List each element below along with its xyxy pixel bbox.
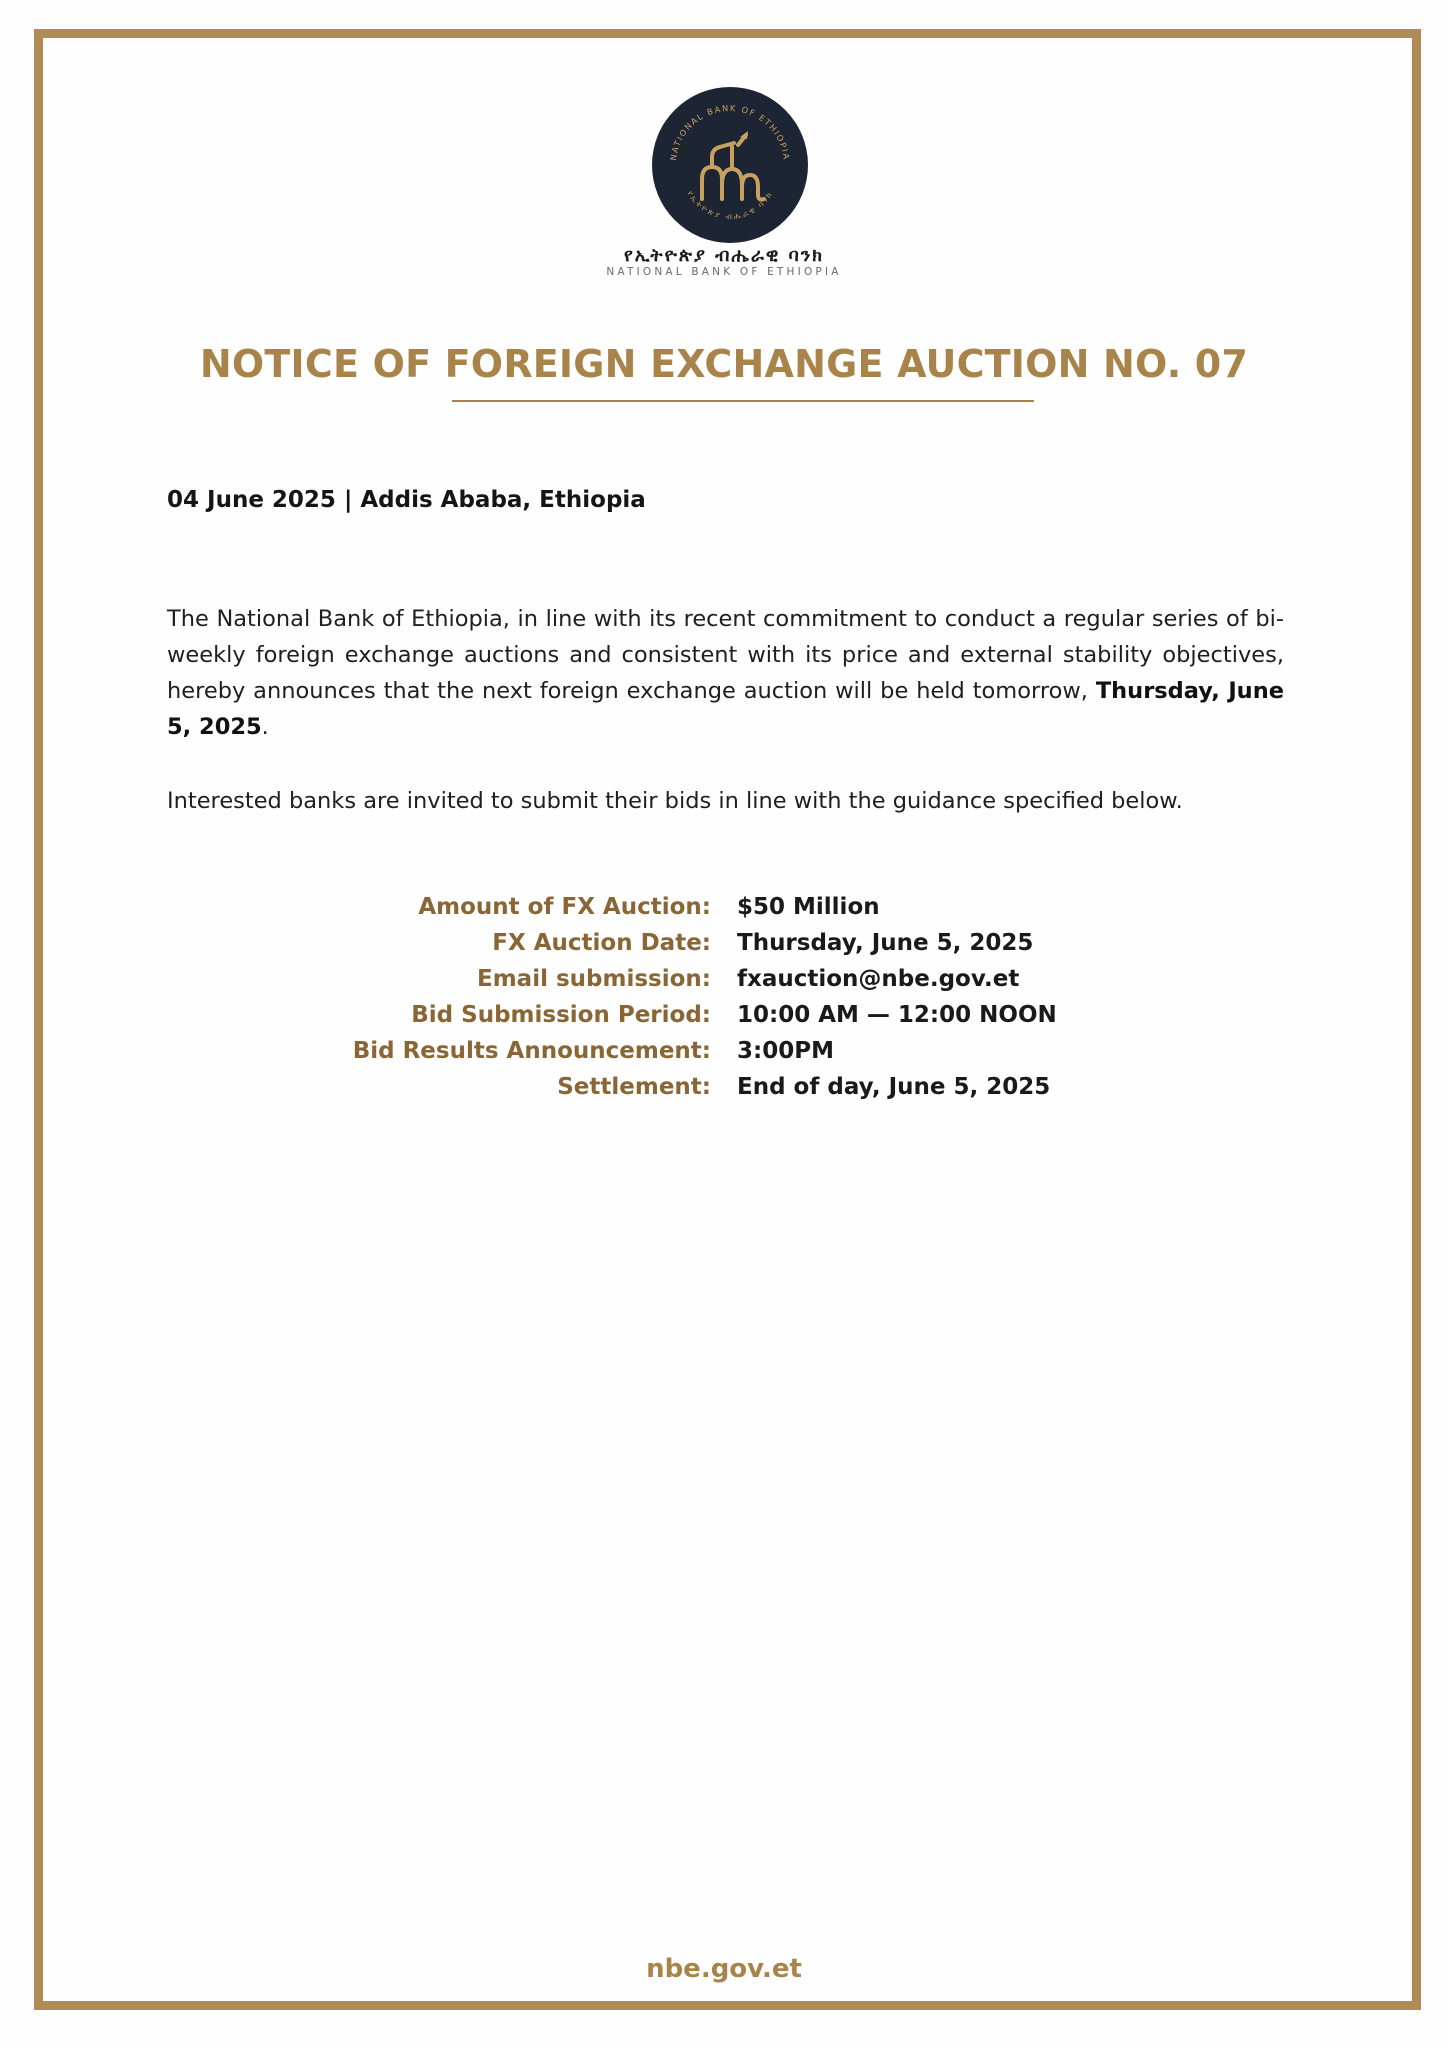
detail-value: $50 Million <box>737 894 880 920</box>
detail-row-email <box>0 961 1448 997</box>
detail-row-bid-period <box>0 997 1448 1033</box>
detail-row-settlement <box>0 1069 1448 1105</box>
detail-row-results <box>0 1033 1448 1069</box>
detail-label: Amount of FX Auction: <box>418 894 711 920</box>
detail-value: 3:00PM <box>737 1038 834 1064</box>
invitation-paragraph: Interested banks are invited to submit their bids in line with the guidance specified below. <box>167 788 1183 814</box>
detail-label: Settlement: <box>557 1074 711 1100</box>
detail-row-date <box>0 925 1448 961</box>
detail-value: Thursday, June 5, 2025 <box>737 930 1034 956</box>
email-link[interactable]: fxauction@nbe.gov.et <box>737 966 1020 992</box>
logo-ring-text-bottom: የኢትዮጵያ ብሔራዊ ባንክ <box>685 189 775 222</box>
nbe-logo <box>652 87 808 243</box>
bank-name-amharic: የኢትዮጵያ ብሔራዊ ባንክ <box>624 245 824 266</box>
logo-ring-text-top: NATIONAL BANK OF ETHIOPIA <box>668 102 792 162</box>
detail-label: Bid Submission Period: <box>411 1002 711 1028</box>
detail-value: End of day, June 5, 2025 <box>737 1074 1051 1100</box>
detail-value: 10:00 AM — 12:00 NOON <box>737 1002 1057 1028</box>
detail-row-amount <box>0 889 1448 925</box>
announcement-paragraph <box>167 601 1284 745</box>
announcement-text: The National Bank of Ethiopia, in line with its recent commitment to conduct a regular series of bi-weekly foreign exchange auctions and consistent with its price and external stability objectives, hereby announces that the next foreign exchange auction will be held tomorrow, <box>167 606 1284 704</box>
notice-title: NOTICE OF FOREIGN EXCHANGE AUCTION NO. 07 <box>199 342 1249 386</box>
detail-label: Bid Results Announcement: <box>352 1038 711 1064</box>
dateline: 04 June 2025 | Addis Ababa, Ethiopia <box>167 487 646 513</box>
auction-details <box>0 889 1448 1105</box>
bank-name-english: NATIONAL BANK OF ETHIOPIA <box>606 266 842 278</box>
title-underline <box>452 400 1034 402</box>
announcement-end: . <box>261 714 269 740</box>
auction-date-emphasis: Thursday, June 5, 2025 <box>167 678 1284 740</box>
footer-website-link[interactable]: nbe.gov.et <box>646 1954 802 1984</box>
detail-label: Email submission: <box>477 966 711 992</box>
detail-label: FX Auction Date: <box>492 930 711 956</box>
